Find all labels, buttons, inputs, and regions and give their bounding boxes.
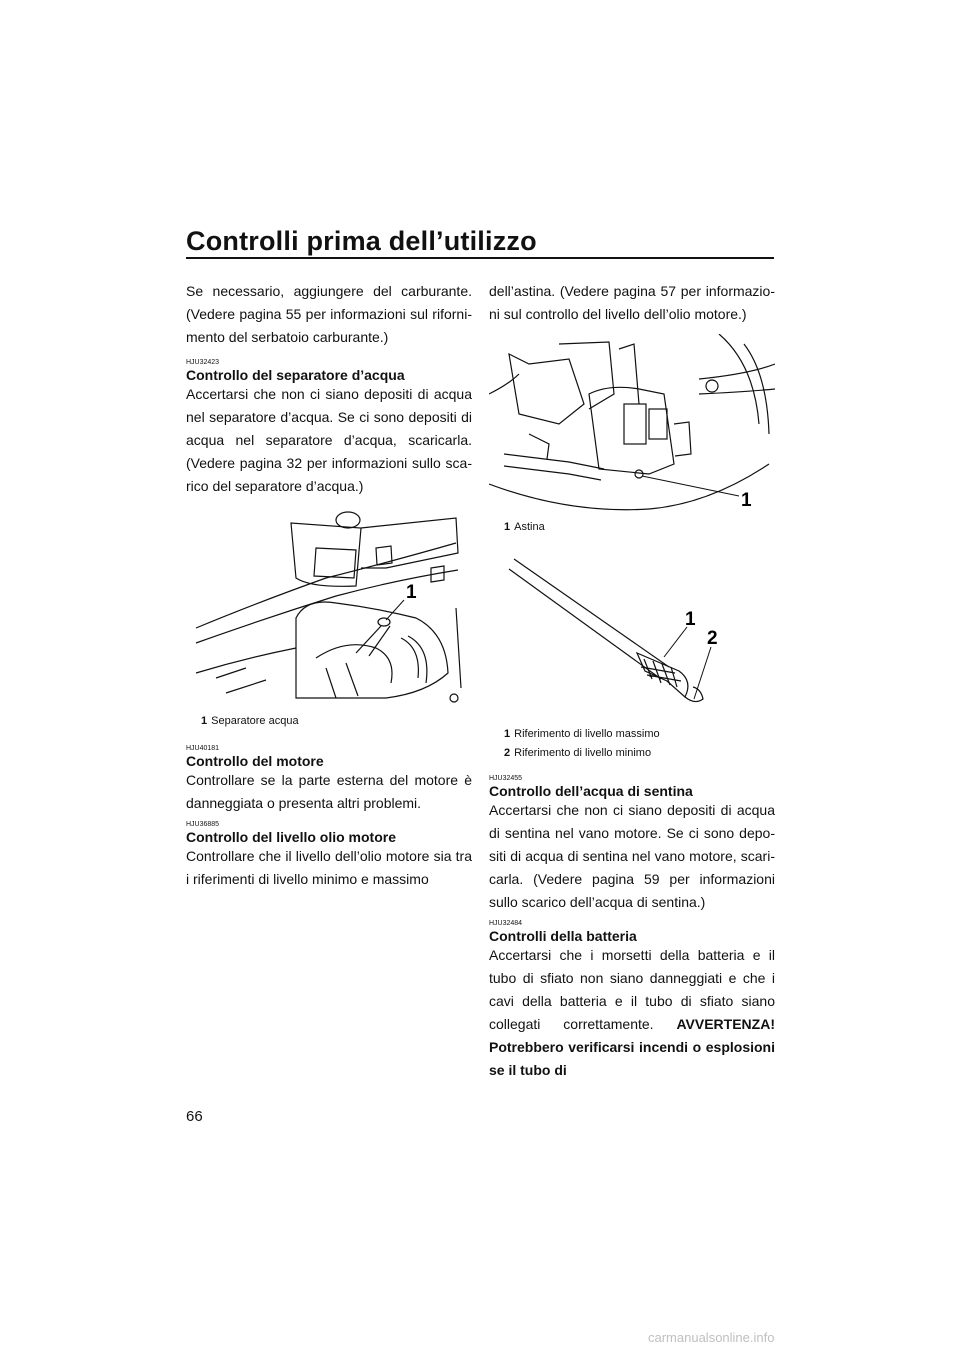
section-heading-oil-level: Controllo del livello olio motore [186, 829, 397, 845]
bilge-water-paragraph: Accertarsi che non ci siano depositi di acqua di sentina nel vano motore. Se ci sono depositi di acqua di sentina nel vano motore, scaricarla. (Vedere pagina 59 per informazioni sullo scarico dell’acqua di sentina.) [489, 802, 775, 910]
caption-text: Separatore acqua [211, 715, 299, 727]
figure-callout: 2 [707, 628, 718, 649]
section-heading-battery: Controlli della batteria [489, 928, 637, 944]
figure-callout: 1 [406, 582, 417, 603]
battery-paragraph [489, 944, 775, 1082]
page-number: 66 [186, 1108, 203, 1125]
figure-caption [504, 725, 775, 744]
section-heading-engine: Controllo del motore [186, 753, 324, 769]
figure-caption [504, 744, 775, 763]
water-separator-illustration [186, 508, 472, 708]
dipstick-level-marks-illustration [489, 549, 775, 719]
caption-number: 2 [504, 747, 511, 759]
figure-caption [201, 712, 472, 731]
figure-callout: 1 [741, 490, 752, 511]
warning-text: AVVERTENZA! Potrebbero verificarsi incendi o esplosioni se il tubo di [489, 1016, 775, 1078]
watermark: carmanualsonline.info [648, 1330, 775, 1345]
section-code: HJU32455 [489, 775, 523, 782]
caption-number: 1 [504, 521, 511, 533]
section-code: HJU32484 [489, 920, 523, 927]
oil-level-paragraph-continued: dell’astina. (Vedere pagina 57 per informazioni sul controllo del livello dell’olio motore.) [489, 283, 775, 322]
oil-level-paragraph: Controllare che il livello dell’olio motore sia tra i riferimenti di livello minimo e massimo [186, 848, 472, 887]
figure-callout: 1 [685, 609, 696, 630]
section-code: HJU36885 [186, 821, 220, 828]
caption-text: Astina [514, 521, 545, 533]
refuel-paragraph: Se necessario, aggiungere del carburante. (Vedere pagina 55 per informazioni sul rifornimento del serbatoio carburante.) [186, 283, 472, 345]
svg-text:L: L [649, 672, 653, 679]
engine-paragraph: Controllare se la parte esterna del motore è danneggiata o presenta altri problemi. [186, 772, 472, 811]
left-column [186, 280, 472, 891]
page-title: Controlli prima dell’utilizzo [186, 226, 537, 256]
section-heading-bilge-water: Controllo dell’acqua di sentina [489, 783, 693, 799]
caption-text: Riferimento di livello massimo [514, 728, 660, 740]
dipstick-location-illustration [489, 334, 775, 514]
section-code: HJU40181 [186, 745, 220, 752]
section-code: HJU32423 [186, 359, 220, 366]
figure-caption [504, 518, 775, 537]
section-heading-water-separator: Controllo del separatore d’acqua [186, 367, 405, 383]
caption-number: 1 [201, 715, 208, 727]
title-rule [186, 257, 774, 259]
battery-text: Accertarsi che i morsetti della batteria e il tubo di sfiato non siano danneggiati e che i cavi della batteria e il tubo di sfiato siano collegati correttamente. [489, 947, 775, 1032]
caption-text: Riferimento di livello minimo [514, 747, 652, 759]
water-separator-paragraph: Accertarsi che non ci siano depositi di acqua nel separatore d’acqua. Se ci sono depositi di acqua nel separatore d’acqua, scaricarla. (Vedere pagina 32 per informazioni sullo scarico del separatore d’acqua.) [186, 386, 472, 494]
caption-number: 1 [504, 728, 511, 740]
right-column [489, 280, 775, 1082]
